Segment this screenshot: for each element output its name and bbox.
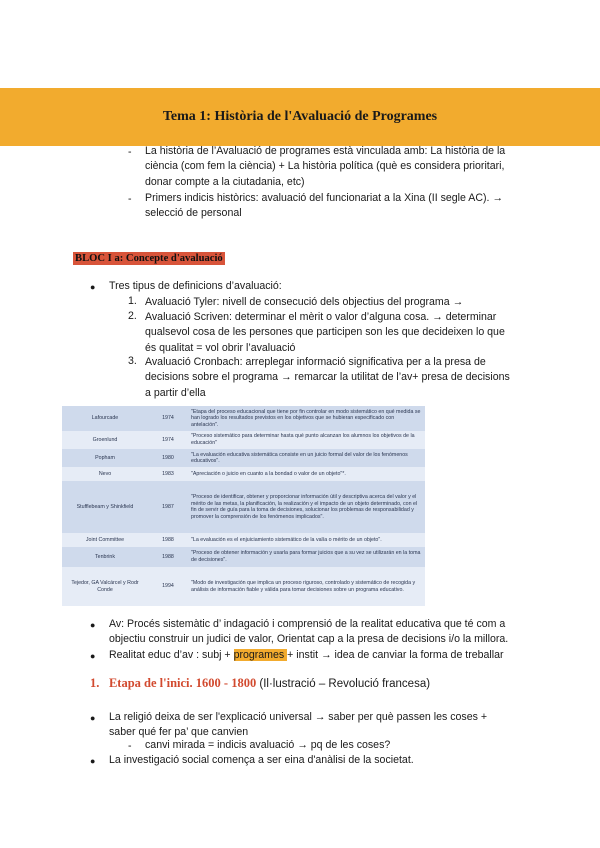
table-cell-year: 1983 [162, 470, 174, 477]
dash-marker: - [128, 193, 132, 205]
bullet-marker: ● [90, 620, 96, 630]
intro-paragraph-2 [145, 191, 503, 222]
text-line: selecció de personal [145, 207, 242, 220]
dash-marker: - [128, 740, 132, 752]
table-cell-definition: "Apreciación o juicio en cuanto a la bondad o valor de un objeto"*. [191, 470, 346, 477]
text-line: donar compte a la ciutadania, etc) [145, 175, 305, 188]
definition-item-tyler [145, 295, 463, 310]
table-cell-definition: "La evaluación es el enjuiciamiento sistemático de la valía o mérito de un objeto". [191, 536, 382, 543]
text-line: Av: Procés sistemàtic d’ indagació i comprensió de la realitat educativa que té com a [109, 618, 506, 630]
definition-item-cronbach [145, 355, 510, 401]
table-cell-year: 1974 [162, 436, 174, 443]
text-line: Avaluació Scriven: determinar el mèrit o valor d’alguna cosa. → determinar [145, 311, 497, 323]
list-number: 2. [128, 310, 137, 322]
text-line: decisions sobre el programa → remarcar la utilitat de l’av+ presa de decisions [145, 371, 510, 384]
bullet-marker: ● [90, 651, 96, 661]
table-cell-author: Tejedor, GA Valcárcel y Rodr Conde [71, 580, 139, 593]
table-cell-author: Joint Committee [85, 536, 125, 543]
table-cell-author: Stufflebeam y Shinkfield [76, 503, 134, 510]
etapa-title: Etapa de l'inici. 1600 - 1800 [108, 676, 257, 690]
table-cell-definition: "Modo de investigación que implica un proceso riguroso, controlado y sistemático de recogida y análisis de información fiable y válida para tomar decisiones sobre un programa educativo. [191, 580, 416, 593]
etapa-number: 1. [90, 676, 100, 690]
table-cell-definition: "Proceso sistemático para determinar hasta qué punto alcanzan los alumnos los objetivos de la educación" [191, 433, 415, 447]
intro-paragraph-1 [145, 144, 505, 190]
list-number: 3. [128, 355, 137, 367]
highlighted-term: programes [233, 649, 288, 661]
definitions-intro: Tres tipus de definicions d’avaluació: [109, 280, 282, 292]
text-line: Avaluació Tyler: nivell de consecució dels objectius del programa → [145, 296, 464, 308]
bullet-marker: ● [90, 282, 96, 292]
realitat-educativa [109, 648, 504, 663]
investigacio-social: La investigació social comença a ser eina d'anàlisi de la societat. [109, 754, 414, 766]
table-cell-author: Popham [95, 454, 115, 461]
title-banner [0, 88, 600, 146]
text-line: objectiu construir un judici de valor, Orientat cap a la presa de decisions i/o la millora. [109, 633, 509, 646]
bullet-marker: ● [90, 713, 96, 723]
table-cell-definition: "La evaluación educativa sistemática consiste en un juicio formal del valor de los fenómenos educativos". [191, 451, 408, 465]
table-cell-year: 1988 [162, 553, 174, 560]
text-line: a partir d’ella [145, 386, 206, 399]
text-line: saber qué fer pa’ que canvien [109, 726, 249, 739]
text-line: Avaluació Cronbach: arreplegar informació significativa per a la presa de [145, 356, 486, 368]
list-number: 1. [128, 295, 137, 307]
text-line: Primers indicis històrics: avaluació del funcionariat a la Xina (II segle AC). → [145, 192, 503, 204]
text-line: La religió deixa de ser l'explicació universal → saber per què passen les coses + [109, 711, 488, 723]
table-cell-definition: "Etapa del proceso educacional que tiene por fin controlar en modo sistemático en qué medida se han logrado los resultados previstos en los objetivos que se hubieran especificado con antelación". [191, 408, 421, 428]
bullet-marker: ● [90, 756, 96, 766]
etapa-note: (Il·lustració – Revolució francesa) [256, 678, 431, 690]
table-cell-definition: "Proceso de obtener información y usarla para formar juicios que a su vez se utilizarán en la toma de decisiones". [191, 550, 421, 564]
table-cell-year: 1987 [162, 503, 174, 510]
table-cell-year: 1988 [162, 536, 174, 543]
etapa-heading [90, 676, 430, 691]
av-definition [109, 617, 508, 648]
section-heading: BLOC I a: Concepte d'avaluació [75, 253, 223, 264]
definitions-table [62, 406, 425, 606]
table-cell-author: Lafourcade [91, 415, 119, 422]
table-cell-year: 1974 [162, 415, 174, 422]
text-segment: + instit → idea de canviar la forma de treballar [287, 649, 504, 661]
text-line: ciència (com fem la ciència) + La història política (què es considera prioritari, [145, 160, 505, 173]
text-line: La història de l’Avaluació de programes està vinculada amb: La història de la [145, 145, 506, 157]
dash-marker: - [128, 146, 132, 158]
table-cell-year: 1994 [162, 583, 174, 590]
table-cell-author: Groenlund [92, 436, 118, 443]
table-cell-author: Nevo [98, 470, 112, 477]
table-cell-definition: "Proceso de identificar, obtener y proporcionar información útil y descriptiva acerca del valor y el mérito de las metas, la planificación, la realización y el impacto de un objeto determinado, con el fin de servir de guía para la toma de decisiones, solucionar los problemas de responsabilidad y promover la comprensión de los fenómenos implicados". [191, 493, 418, 520]
canvi-mirada: canvi mirada = indicis avaluació → pq de les coses? [145, 739, 391, 751]
definition-item-scriven [145, 310, 505, 356]
table-cell-year: 1980 [162, 454, 174, 461]
religio-paragraph [109, 710, 487, 741]
table-cell-author: Tenbrink [94, 553, 116, 560]
text-line: qualsevol cosa de les persones que participen son les que decideixen lo que [145, 326, 505, 339]
text-segment: Realitat educ d’av : subj + [109, 649, 234, 661]
text-line: és qualitat = vol obrir l’avaluació [145, 341, 296, 354]
page-title: Tema 1: Història de l'Avaluació de Programes [162, 109, 438, 124]
